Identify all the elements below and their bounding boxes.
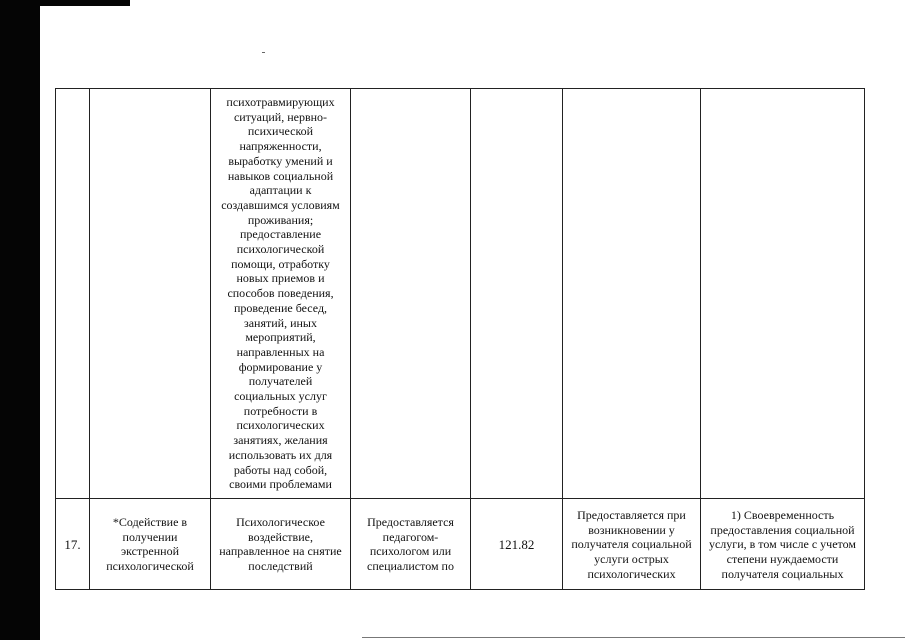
text-line: предоставления социальной	[710, 522, 855, 537]
services-table	[55, 88, 865, 590]
text-line: занятиях, желания	[233, 433, 328, 448]
text-line: специалистом по	[367, 559, 454, 574]
text-line: психологом или	[369, 544, 452, 559]
text-line: воздействие,	[248, 529, 313, 544]
text-line: предоставление	[239, 227, 322, 242]
text-line: психологической	[106, 559, 194, 574]
text-line: напряженности,	[239, 139, 322, 154]
table-border-bottom	[55, 589, 865, 590]
scan-dark-edge-left	[0, 0, 40, 640]
service-provider-cell	[351, 515, 470, 574]
text-line: использовать их для	[228, 447, 333, 462]
text-line: Психологическое	[236, 515, 325, 529]
text-line: психологической	[236, 242, 325, 257]
text-line: работы над собой,	[233, 462, 328, 477]
service-content-cell	[211, 515, 350, 574]
text-line: Предоставляется при	[577, 508, 686, 522]
text-line: психической	[247, 124, 314, 139]
text-line: экстренной	[121, 544, 179, 559]
text-line: проведение бесед,	[233, 300, 328, 315]
text-line: проживания;	[247, 212, 314, 227]
table-border-left	[55, 88, 56, 590]
text-line: *Содействие в	[112, 515, 188, 529]
service-name-cell	[90, 515, 210, 574]
table-border-top	[55, 88, 865, 89]
text-line: Предоставляется	[367, 515, 454, 529]
scan-line-bottom	[362, 637, 905, 638]
text-line: выработку умений и	[228, 153, 333, 168]
text-line: последствий	[248, 559, 313, 574]
text-line: психологических	[587, 566, 676, 581]
text-line: направленных на	[236, 344, 325, 359]
text-line: мероприятий,	[245, 330, 316, 345]
text-line: занятий, иных	[243, 315, 317, 330]
text-line: своими проблемами	[229, 477, 332, 492]
text-line: способов поведения,	[227, 286, 334, 301]
row-divider	[55, 498, 865, 499]
text-line: получателя социальной	[571, 537, 692, 552]
text-line: новых приемов и	[236, 271, 325, 286]
text-line: социальных услуг	[234, 389, 327, 404]
text-line: ситуаций, нервно-	[233, 109, 328, 124]
service-price: 121.82	[498, 538, 535, 552]
row-number: 17.	[64, 538, 81, 552]
text-line: 1) Своевременность	[730, 508, 835, 522]
column-divider	[470, 88, 471, 590]
scan-dark-edge-top	[0, 0, 130, 6]
text-line: получателей	[248, 374, 313, 389]
text-line: услуги острых	[594, 552, 669, 567]
text-line: потребности в	[243, 403, 318, 418]
service-timing-cell	[563, 508, 700, 582]
text-line: услуги, в том числе с учетом	[708, 537, 856, 552]
text-line: психологических	[236, 418, 325, 433]
text-line: создавшимся условиям	[221, 197, 340, 212]
text-line: адаптации к	[249, 183, 312, 198]
text-line: педагогом-	[382, 529, 439, 544]
text-line: степени нуждаемости	[726, 552, 839, 567]
text-line: навыков социальной	[227, 168, 334, 183]
text-line: получении	[122, 529, 178, 544]
text-line: психотравмирующих	[226, 95, 335, 109]
table-border-right	[864, 88, 865, 590]
text-line: помощи, отработку	[231, 256, 330, 271]
text-line: направленное на снятие	[219, 544, 342, 559]
text-line: возникновении у	[588, 522, 675, 537]
service-quality-cell	[701, 508, 864, 582]
continued-service-description	[211, 95, 350, 492]
text-line: получателя социальных	[721, 566, 844, 581]
scan-speck	[262, 52, 265, 53]
text-line: формирование у	[238, 359, 323, 374]
